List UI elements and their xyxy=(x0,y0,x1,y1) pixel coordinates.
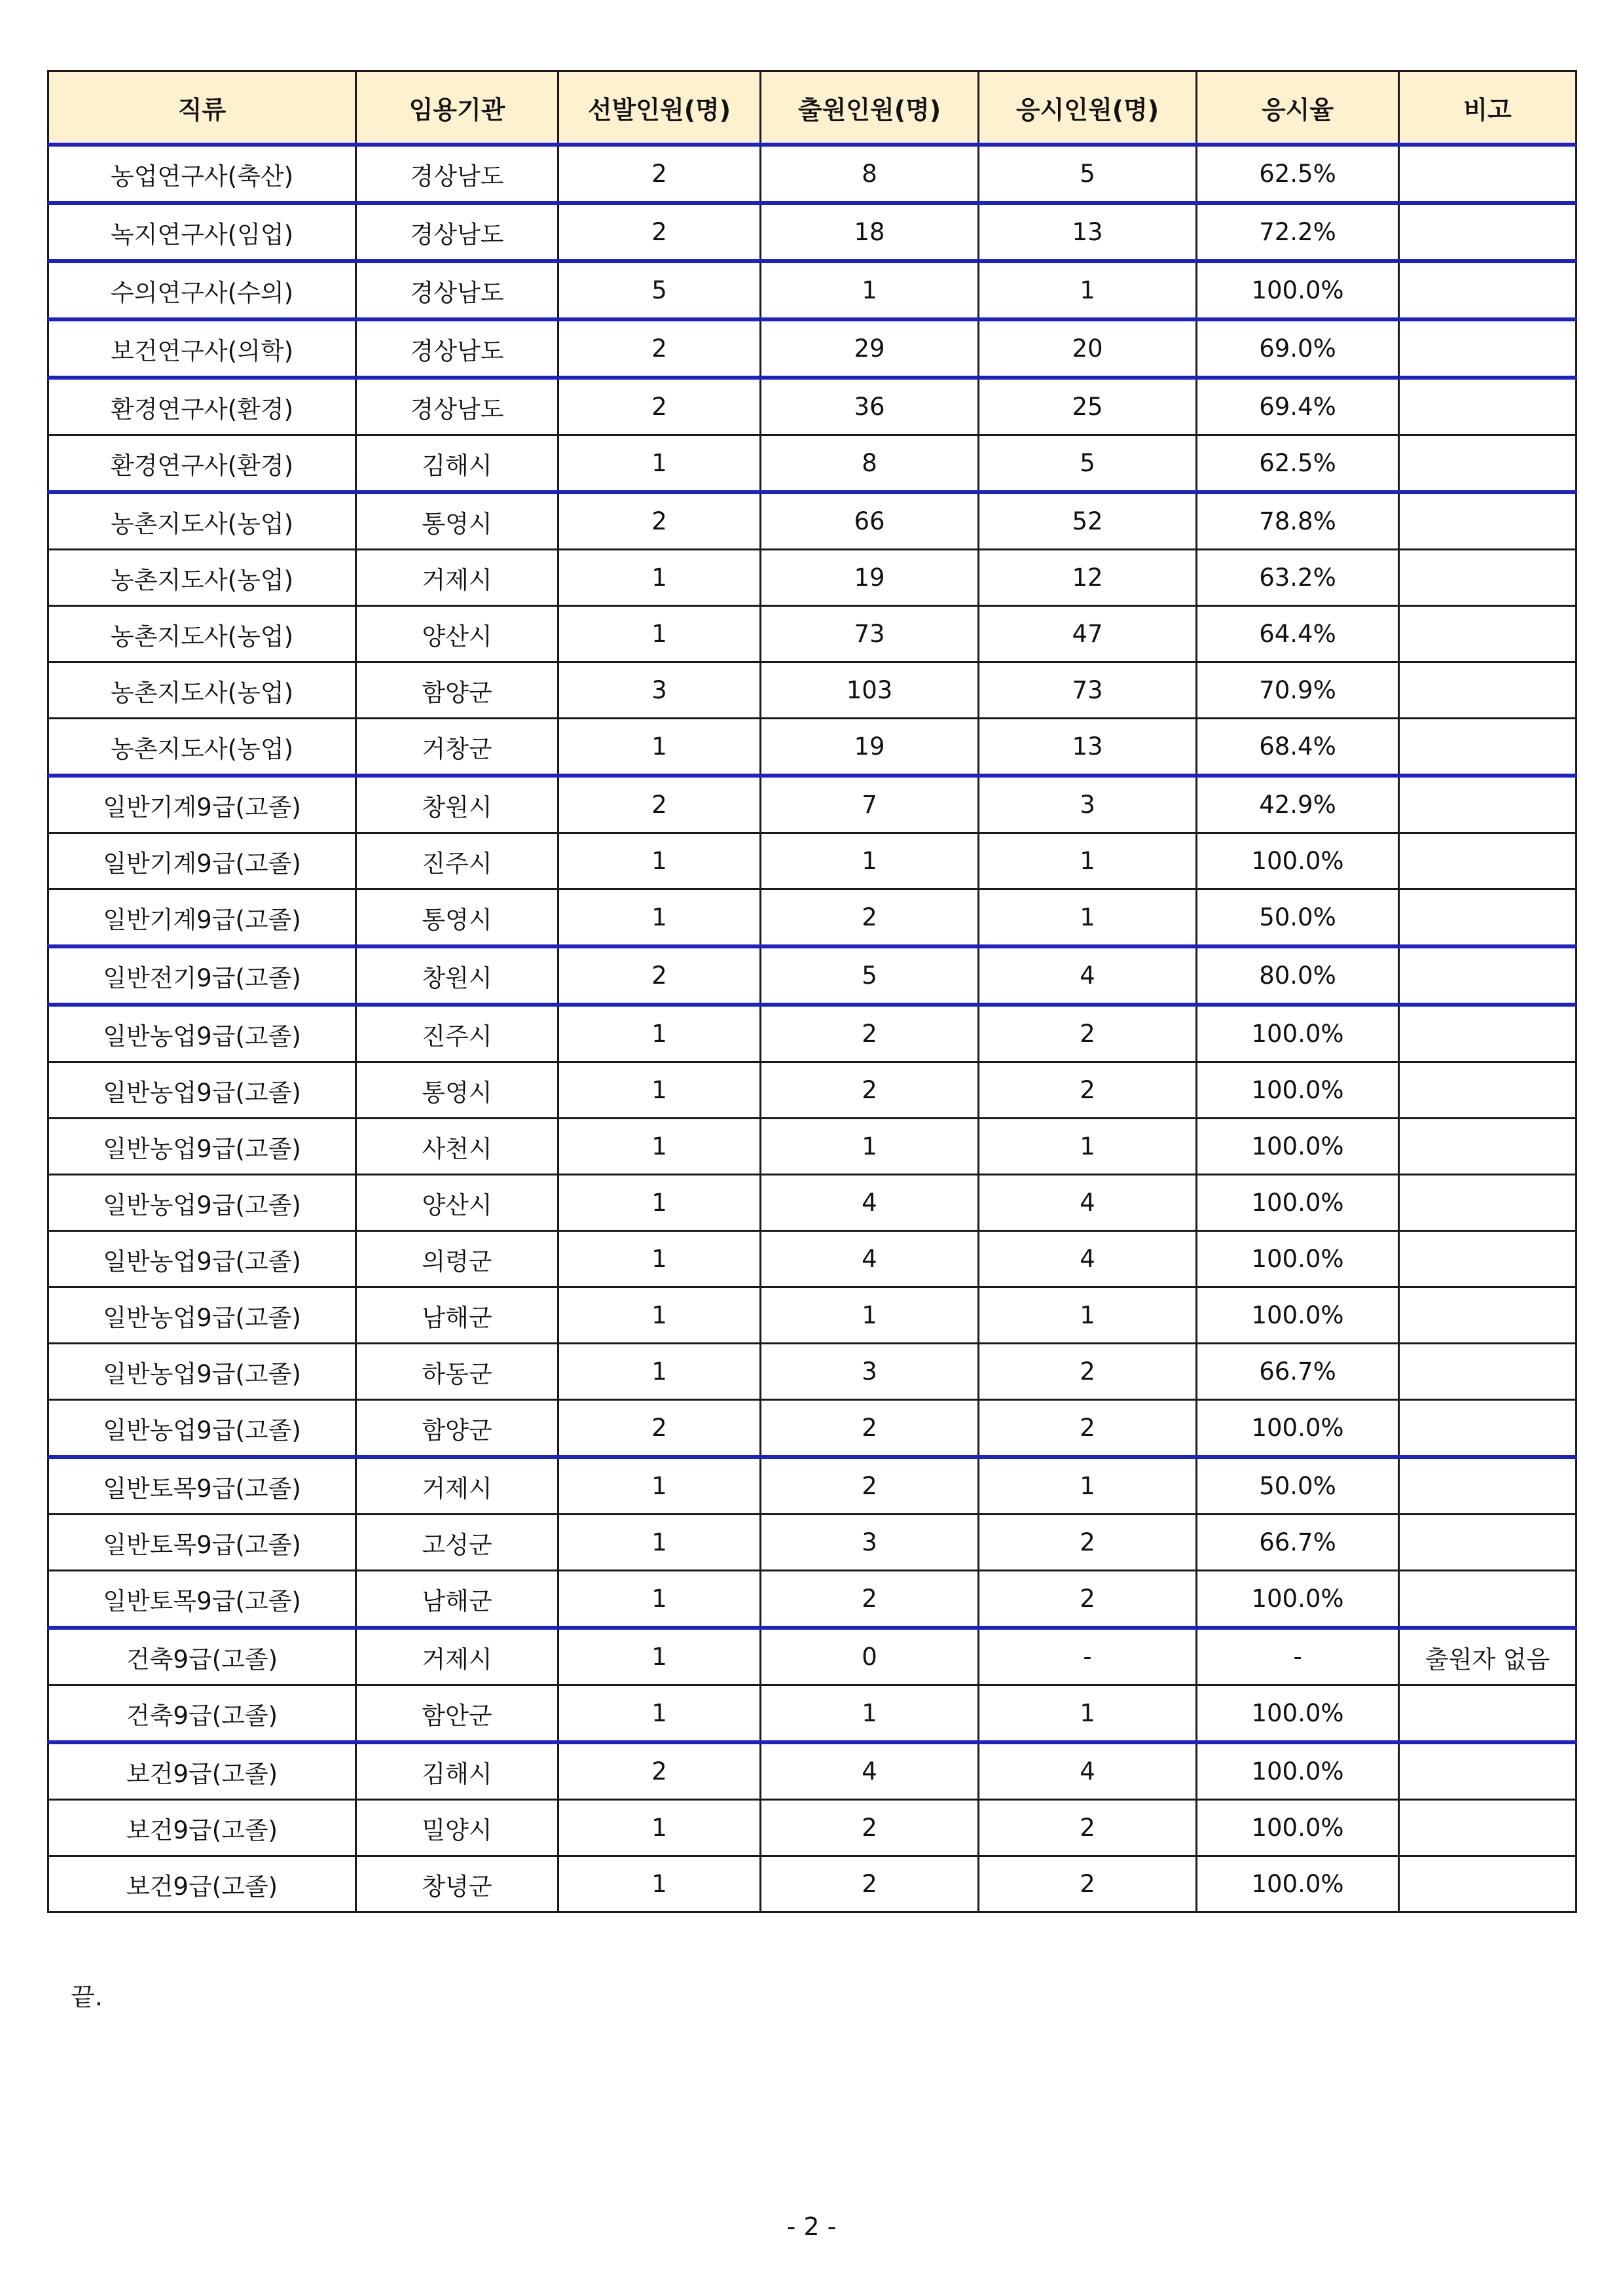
cell-applicant-count: 19 xyxy=(761,550,979,606)
cell-selected-count: 2 xyxy=(558,319,761,378)
table-row xyxy=(48,776,1577,833)
table-row xyxy=(48,833,1577,889)
cell-examinee-count: 13 xyxy=(979,719,1197,776)
table-row xyxy=(48,1231,1577,1287)
cell-applicant-count: 3 xyxy=(761,1515,979,1571)
cell-selected-count: 2 xyxy=(558,776,761,833)
cell-attendance-rate: 100.0% xyxy=(1197,1856,1399,1912)
cell-attendance-rate: 62.5% xyxy=(1197,435,1399,493)
cell-job-category: 농촌지도사(농업) xyxy=(48,550,356,606)
table-row xyxy=(48,378,1577,435)
cell-examinee-count: - xyxy=(979,1628,1197,1685)
cell-selected-count: 1 xyxy=(558,1287,761,1344)
cell-attendance-rate: 80.0% xyxy=(1197,946,1399,1005)
cell-applicant-count: 19 xyxy=(761,719,979,776)
table-row xyxy=(48,145,1577,203)
cell-applicant-count: 8 xyxy=(761,145,979,203)
cell-examinee-count: 3 xyxy=(979,776,1197,833)
cell-appointing-agency: 남해군 xyxy=(356,1571,558,1628)
cell-job-category: 건축9급(고졸) xyxy=(48,1685,356,1743)
cell-attendance-rate: 63.2% xyxy=(1197,550,1399,606)
table-row xyxy=(48,1742,1577,1800)
table-row xyxy=(48,203,1577,261)
cell-attendance-rate: 100.0% xyxy=(1197,833,1399,889)
cell-job-category: 일반토목9급(고졸) xyxy=(48,1571,356,1628)
cell-remarks xyxy=(1399,378,1577,435)
cell-job-category: 환경연구사(환경) xyxy=(48,435,356,493)
cell-appointing-agency: 창원시 xyxy=(356,776,558,833)
cell-applicant-count: 5 xyxy=(761,946,979,1005)
cell-remarks xyxy=(1399,261,1577,319)
table-row xyxy=(48,1685,1577,1743)
cell-examinee-count: 73 xyxy=(979,662,1197,719)
cell-attendance-rate: 64.4% xyxy=(1197,606,1399,662)
cell-appointing-agency: 경상남도 xyxy=(356,261,558,319)
cell-appointing-agency: 김해시 xyxy=(356,1742,558,1800)
cell-selected-count: 2 xyxy=(558,378,761,435)
cell-appointing-agency: 함안군 xyxy=(356,1685,558,1743)
cell-selected-count: 2 xyxy=(558,203,761,261)
cell-appointing-agency: 경상남도 xyxy=(356,145,558,203)
cell-applicant-count: 2 xyxy=(761,889,979,947)
cell-applicant-count: 1 xyxy=(761,1287,979,1344)
cell-attendance-rate: 100.0% xyxy=(1197,261,1399,319)
cell-job-category: 일반농업9급(고졸) xyxy=(48,1062,356,1119)
cell-appointing-agency: 거제시 xyxy=(356,1628,558,1685)
cell-appointing-agency: 통영시 xyxy=(356,492,558,550)
cell-job-category: 일반농업9급(고졸) xyxy=(48,1119,356,1175)
cell-applicant-count: 2 xyxy=(761,1457,979,1515)
cell-applicant-count: 4 xyxy=(761,1175,979,1231)
header-applicant-count: 출원인원(명) xyxy=(761,71,979,145)
cell-job-category: 보건9급(고졸) xyxy=(48,1800,356,1856)
table-row xyxy=(48,1119,1577,1175)
cell-appointing-agency: 의령군 xyxy=(356,1231,558,1287)
cell-applicant-count: 73 xyxy=(761,606,979,662)
cell-examinee-count: 47 xyxy=(979,606,1197,662)
cell-applicant-count: 8 xyxy=(761,435,979,493)
table-row xyxy=(48,1457,1577,1515)
cell-selected-count: 1 xyxy=(558,833,761,889)
cell-applicant-count: 1 xyxy=(761,1119,979,1175)
cell-examinee-count: 1 xyxy=(979,261,1197,319)
cell-examinee-count: 5 xyxy=(979,145,1197,203)
cell-appointing-agency: 양산시 xyxy=(356,1175,558,1231)
page-number: - 2 - xyxy=(786,2212,837,2241)
table-row xyxy=(48,1062,1577,1119)
cell-remarks xyxy=(1399,1685,1577,1743)
table-row xyxy=(48,492,1577,550)
cell-job-category: 일반농업9급(고졸) xyxy=(48,1005,356,1062)
table-row xyxy=(48,1400,1577,1458)
cell-examinee-count: 2 xyxy=(979,1571,1197,1628)
table-row xyxy=(48,435,1577,493)
table-row xyxy=(48,662,1577,719)
cell-examinee-count: 1 xyxy=(979,1457,1197,1515)
cell-attendance-rate: 100.0% xyxy=(1197,1287,1399,1344)
cell-examinee-count: 20 xyxy=(979,319,1197,378)
cell-appointing-agency: 김해시 xyxy=(356,435,558,493)
header-job-category: 직류 xyxy=(48,71,356,145)
cell-remarks xyxy=(1399,145,1577,203)
cell-applicant-count: 2 xyxy=(761,1400,979,1458)
cell-appointing-agency: 창원시 xyxy=(356,946,558,1005)
cell-appointing-agency: 경상남도 xyxy=(356,378,558,435)
cell-remarks xyxy=(1399,435,1577,493)
table-row xyxy=(48,1515,1577,1571)
cell-selected-count: 1 xyxy=(558,1175,761,1231)
cell-examinee-count: 2 xyxy=(979,1856,1197,1912)
cell-applicant-count: 36 xyxy=(761,378,979,435)
table-row xyxy=(48,946,1577,1005)
cell-job-category: 일반기계9급(고졸) xyxy=(48,889,356,947)
cell-attendance-rate: 70.9% xyxy=(1197,662,1399,719)
cell-appointing-agency: 거창군 xyxy=(356,719,558,776)
cell-selected-count: 3 xyxy=(558,662,761,719)
cell-selected-count: 1 xyxy=(558,1344,761,1400)
table-row xyxy=(48,889,1577,947)
cell-selected-count: 1 xyxy=(558,1005,761,1062)
cell-applicant-count: 103 xyxy=(761,662,979,719)
cell-examinee-count: 1 xyxy=(979,1287,1197,1344)
cell-remarks xyxy=(1399,1400,1577,1458)
cell-appointing-agency: 경상남도 xyxy=(356,319,558,378)
cell-selected-count: 1 xyxy=(558,719,761,776)
cell-attendance-rate: 100.0% xyxy=(1197,1800,1399,1856)
cell-attendance-rate: 100.0% xyxy=(1197,1400,1399,1458)
cell-attendance-rate: 69.0% xyxy=(1197,319,1399,378)
cell-remarks xyxy=(1399,550,1577,606)
cell-job-category: 일반농업9급(고졸) xyxy=(48,1287,356,1344)
cell-appointing-agency: 창녕군 xyxy=(356,1856,558,1912)
cell-job-category: 일반농업9급(고졸) xyxy=(48,1231,356,1287)
cell-applicant-count: 2 xyxy=(761,1571,979,1628)
table-row xyxy=(48,719,1577,776)
cell-selected-count: 1 xyxy=(558,1800,761,1856)
cell-attendance-rate: 68.4% xyxy=(1197,719,1399,776)
cell-job-category: 농촌지도사(농업) xyxy=(48,492,356,550)
cell-remarks xyxy=(1399,1742,1577,1800)
cell-remarks xyxy=(1399,1800,1577,1856)
cell-examinee-count: 1 xyxy=(979,889,1197,947)
cell-job-category: 보건연구사(의학) xyxy=(48,319,356,378)
cell-applicant-count: 0 xyxy=(761,1628,979,1685)
cell-examinee-count: 4 xyxy=(979,1231,1197,1287)
cell-remarks xyxy=(1399,776,1577,833)
cell-examinee-count: 2 xyxy=(979,1515,1197,1571)
cell-examinee-count: 2 xyxy=(979,1400,1197,1458)
cell-attendance-rate: 50.0% xyxy=(1197,889,1399,947)
cell-selected-count: 1 xyxy=(558,1515,761,1571)
cell-remarks xyxy=(1399,1119,1577,1175)
cell-examinee-count: 25 xyxy=(979,378,1197,435)
cell-selected-count: 1 xyxy=(558,1231,761,1287)
cell-job-category: 건축9급(고졸) xyxy=(48,1628,356,1685)
cell-selected-count: 2 xyxy=(558,492,761,550)
cell-examinee-count: 13 xyxy=(979,203,1197,261)
cell-examinee-count: 2 xyxy=(979,1800,1197,1856)
cell-applicant-count: 2 xyxy=(761,1800,979,1856)
cell-job-category: 농촌지도사(농업) xyxy=(48,606,356,662)
cell-remarks xyxy=(1399,1231,1577,1287)
cell-job-category: 수의연구사(수의) xyxy=(48,261,356,319)
cell-appointing-agency: 사천시 xyxy=(356,1119,558,1175)
cell-appointing-agency: 통영시 xyxy=(356,1062,558,1119)
cell-selected-count: 1 xyxy=(558,1119,761,1175)
cell-applicant-count: 7 xyxy=(761,776,979,833)
cell-appointing-agency: 거제시 xyxy=(356,550,558,606)
cell-appointing-agency: 진주시 xyxy=(356,1005,558,1062)
cell-attendance-rate: 100.0% xyxy=(1197,1005,1399,1062)
cell-appointing-agency: 남해군 xyxy=(356,1287,558,1344)
cell-attendance-rate: 66.7% xyxy=(1197,1344,1399,1400)
cell-examinee-count: 4 xyxy=(979,1742,1197,1800)
cell-selected-count: 1 xyxy=(558,435,761,493)
cell-applicant-count: 1 xyxy=(761,833,979,889)
cell-selected-count: 2 xyxy=(558,145,761,203)
end-mark: 끝. xyxy=(71,1982,103,2011)
cell-attendance-rate: 100.0% xyxy=(1197,1571,1399,1628)
cell-selected-count: 2 xyxy=(558,946,761,1005)
cell-attendance-rate: 62.5% xyxy=(1197,145,1399,203)
cell-attendance-rate: 100.0% xyxy=(1197,1231,1399,1287)
recruitment-table xyxy=(47,70,1577,1913)
cell-attendance-rate: 50.0% xyxy=(1197,1457,1399,1515)
cell-attendance-rate: 100.0% xyxy=(1197,1062,1399,1119)
cell-examinee-count: 4 xyxy=(979,1175,1197,1231)
cell-applicant-count: 29 xyxy=(761,319,979,378)
cell-remarks xyxy=(1399,1457,1577,1515)
table-row xyxy=(48,1856,1577,1912)
cell-remarks xyxy=(1399,492,1577,550)
cell-job-category: 보건9급(고졸) xyxy=(48,1742,356,1800)
cell-selected-count: 1 xyxy=(558,889,761,947)
cell-selected-count: 1 xyxy=(558,1062,761,1119)
table-body xyxy=(48,145,1577,1912)
cell-applicant-count: 18 xyxy=(761,203,979,261)
cell-selected-count: 1 xyxy=(558,1457,761,1515)
cell-appointing-agency: 고성군 xyxy=(356,1515,558,1571)
header-examinee-count: 응시인원(명) xyxy=(979,71,1197,145)
cell-attendance-rate: 100.0% xyxy=(1197,1175,1399,1231)
cell-appointing-agency: 통영시 xyxy=(356,889,558,947)
cell-applicant-count: 4 xyxy=(761,1742,979,1800)
cell-remarks xyxy=(1399,1175,1577,1231)
table-header-row xyxy=(48,71,1577,145)
cell-selected-count: 1 xyxy=(558,606,761,662)
cell-examinee-count: 52 xyxy=(979,492,1197,550)
table-row xyxy=(48,319,1577,378)
cell-job-category: 일반기계9급(고졸) xyxy=(48,776,356,833)
cell-appointing-agency: 경상남도 xyxy=(356,203,558,261)
cell-selected-count: 1 xyxy=(558,1856,761,1912)
cell-job-category: 농촌지도사(농업) xyxy=(48,719,356,776)
cell-job-category: 환경연구사(환경) xyxy=(48,378,356,435)
cell-attendance-rate: 69.4% xyxy=(1197,378,1399,435)
cell-attendance-rate: 100.0% xyxy=(1197,1685,1399,1743)
cell-appointing-agency: 거제시 xyxy=(356,1457,558,1515)
cell-job-category: 일반기계9급(고졸) xyxy=(48,833,356,889)
cell-job-category: 녹지연구사(임업) xyxy=(48,203,356,261)
table-row xyxy=(48,1344,1577,1400)
cell-job-category: 보건9급(고졸) xyxy=(48,1856,356,1912)
cell-remarks xyxy=(1399,662,1577,719)
cell-attendance-rate: - xyxy=(1197,1628,1399,1685)
cell-examinee-count: 2 xyxy=(979,1344,1197,1400)
cell-remarks xyxy=(1399,203,1577,261)
cell-appointing-agency: 진주시 xyxy=(356,833,558,889)
cell-job-category: 농업연구사(축산) xyxy=(48,145,356,203)
cell-job-category: 일반토목9급(고졸) xyxy=(48,1515,356,1571)
cell-remarks xyxy=(1399,719,1577,776)
table-row xyxy=(48,1800,1577,1856)
cell-applicant-count: 1 xyxy=(761,261,979,319)
cell-appointing-agency: 하동군 xyxy=(356,1344,558,1400)
cell-job-category: 일반농업9급(고졸) xyxy=(48,1344,356,1400)
cell-remarks xyxy=(1399,1062,1577,1119)
cell-examinee-count: 2 xyxy=(979,1005,1197,1062)
cell-job-category: 농촌지도사(농업) xyxy=(48,662,356,719)
cell-applicant-count: 2 xyxy=(761,1062,979,1119)
cell-selected-count: 5 xyxy=(558,261,761,319)
cell-appointing-agency: 밀양시 xyxy=(356,1800,558,1856)
cell-attendance-rate: 78.8% xyxy=(1197,492,1399,550)
cell-examinee-count: 1 xyxy=(979,1685,1197,1743)
cell-remarks xyxy=(1399,1287,1577,1344)
cell-job-category: 일반농업9급(고졸) xyxy=(48,1175,356,1231)
cell-remarks xyxy=(1399,606,1577,662)
cell-attendance-rate: 100.0% xyxy=(1197,1119,1399,1175)
cell-remarks xyxy=(1399,1571,1577,1628)
cell-applicant-count: 3 xyxy=(761,1344,979,1400)
cell-selected-count: 1 xyxy=(558,550,761,606)
cell-remarks xyxy=(1399,833,1577,889)
cell-examinee-count: 4 xyxy=(979,946,1197,1005)
cell-remarks xyxy=(1399,1856,1577,1912)
cell-applicant-count: 4 xyxy=(761,1231,979,1287)
cell-remarks xyxy=(1399,889,1577,947)
cell-job-category: 일반전기9급(고졸) xyxy=(48,946,356,1005)
cell-selected-count: 2 xyxy=(558,1742,761,1800)
cell-applicant-count: 66 xyxy=(761,492,979,550)
cell-examinee-count: 5 xyxy=(979,435,1197,493)
header-selected-count: 선발인원(명) xyxy=(558,71,761,145)
cell-attendance-rate: 66.7% xyxy=(1197,1515,1399,1571)
table-row xyxy=(48,1628,1577,1685)
table-row xyxy=(48,1005,1577,1062)
cell-selected-count: 1 xyxy=(558,1628,761,1685)
cell-job-category: 일반농업9급(고졸) xyxy=(48,1400,356,1458)
cell-remarks xyxy=(1399,946,1577,1005)
cell-attendance-rate: 72.2% xyxy=(1197,203,1399,261)
cell-selected-count: 1 xyxy=(558,1685,761,1743)
cell-applicant-count: 1 xyxy=(761,1685,979,1743)
header-appointing-agency: 임용기관 xyxy=(356,71,558,145)
table-row xyxy=(48,550,1577,606)
cell-remarks xyxy=(1399,1005,1577,1062)
cell-attendance-rate: 42.9% xyxy=(1197,776,1399,833)
cell-appointing-agency: 함양군 xyxy=(356,1400,558,1458)
cell-examinee-count: 1 xyxy=(979,1119,1197,1175)
cell-applicant-count: 2 xyxy=(761,1856,979,1912)
cell-attendance-rate: 100.0% xyxy=(1197,1742,1399,1800)
cell-remarks xyxy=(1399,1515,1577,1571)
cell-examinee-count: 1 xyxy=(979,833,1197,889)
cell-remarks: 출원자 없음 xyxy=(1399,1628,1577,1685)
table-row xyxy=(48,1571,1577,1628)
cell-remarks xyxy=(1399,319,1577,378)
header-attendance-rate: 응시율 xyxy=(1197,71,1399,145)
cell-applicant-count: 2 xyxy=(761,1005,979,1062)
cell-appointing-agency: 양산시 xyxy=(356,606,558,662)
table-row xyxy=(48,1287,1577,1344)
header-remarks: 비고 xyxy=(1399,71,1577,145)
table-row xyxy=(48,606,1577,662)
cell-selected-count: 1 xyxy=(558,1571,761,1628)
cell-selected-count: 2 xyxy=(558,1400,761,1458)
cell-remarks xyxy=(1399,1344,1577,1400)
cell-job-category: 일반토목9급(고졸) xyxy=(48,1457,356,1515)
cell-appointing-agency: 함양군 xyxy=(356,662,558,719)
table-row xyxy=(48,1175,1577,1231)
table-row xyxy=(48,261,1577,319)
cell-examinee-count: 2 xyxy=(979,1062,1197,1119)
cell-examinee-count: 12 xyxy=(979,550,1197,606)
